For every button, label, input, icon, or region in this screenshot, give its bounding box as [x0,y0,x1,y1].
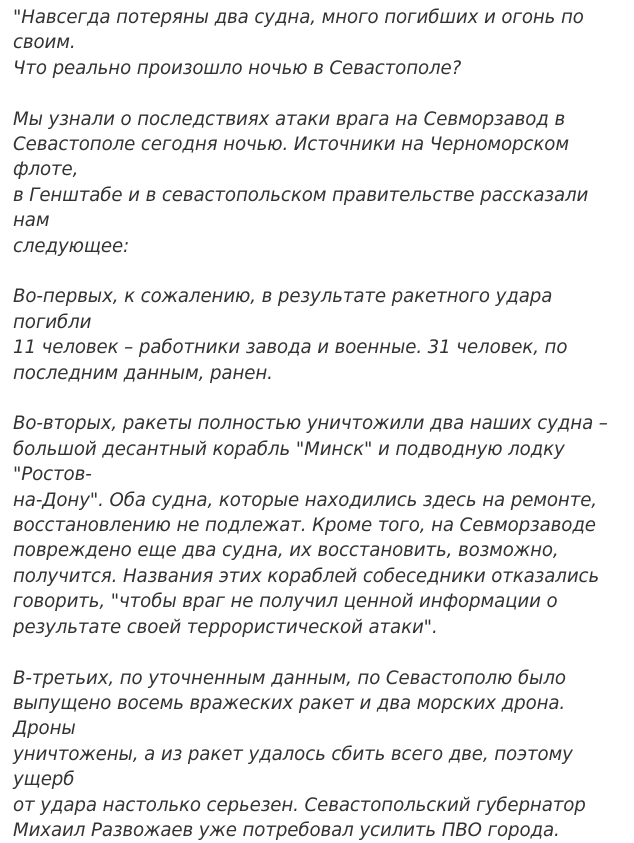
paragraph-second-point: Во-вторых, ракеты полностью уничтожили два наших судна – большой десантный корабль "Минск" и подводную лодку "Ростов- на-Дону". Оба судна, которые находились здесь на ремонте, восстановлению не подлежат. Кроме того, на Севморзаводе повреждено еще два судна, их восстановить, возможно, получится. Названия этих кораблей собеседники отказались говорить, "чтобы враг не получил ценной информации о результате своей террористической атаки". [13,411,625,640]
paragraph-third-point: В-третьих, по уточненным данным, по Севастополю было выпущено восемь вражеских ракет и два морских дрона. Дроны уничтожены, а из ракет удалось сбить всего две, поэтому ущерб от удара настолько серьезен. Севастопольский губернатор Михаил Развожаев уже потребовал усилить ПВО города. [13,666,625,843]
paragraph-first-point: Во-первых, к сожалению, в результате ракетного удара погибли 11 человек – работники завода и военные. 31 человек, по последним данным, ранен. [13,284,625,386]
article-body [13,5,625,843]
paragraph-intro: Мы узнали о последствиях атаки врага на Севморзавод в Севастополе сегодня ночью. Источники на Черноморском флоте, в Генштабе и в севастопольском правительстве рассказали нам следующее: [13,107,625,259]
paragraph-headline: "Навсегда потеряны два судна, много погибших и огонь по своим. Что реально произошло ночью в Севастополе? [13,5,625,81]
